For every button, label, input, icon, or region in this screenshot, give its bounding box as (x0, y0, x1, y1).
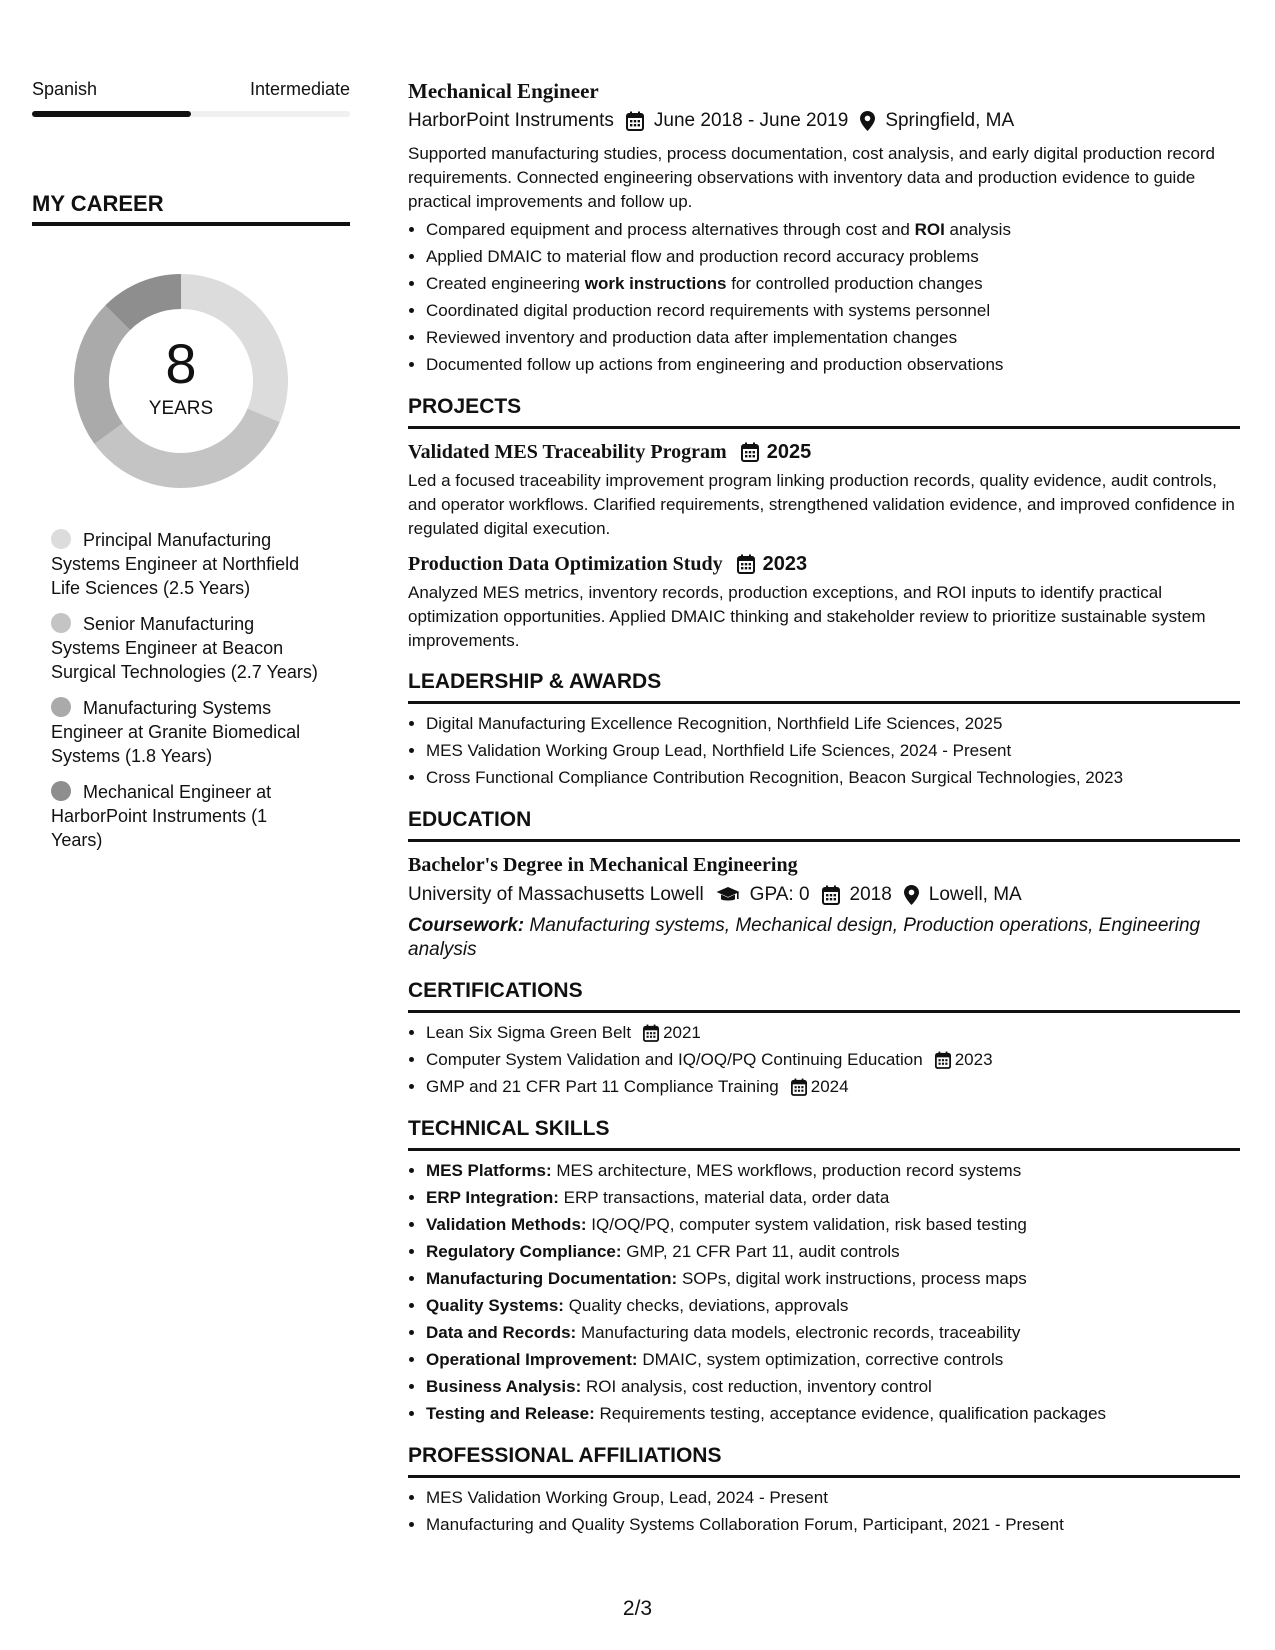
map-pin-icon (860, 111, 875, 131)
skill-value: DMAIC, system optimization, corrective controls (642, 1350, 1004, 1369)
project-year: 2023 (762, 553, 808, 575)
job-bullets (408, 216, 1240, 378)
skill-label: ERP Integration: (426, 1188, 559, 1207)
list-item (426, 1265, 1240, 1292)
graduation-cap-icon (716, 886, 740, 904)
certifications-list (408, 1019, 1240, 1100)
job-dates: June 2018 - June 2019 (653, 110, 849, 131)
project-description: Analyzed MES metrics, inventory records, production exceptions, and ROI inputs to identify practical optimization opportunities. Applied DMAIC thinking and stakeholder review to prioritize sustainable system improvements. (408, 583, 1206, 650)
project-item (408, 439, 1240, 541)
legend-dot (51, 781, 71, 801)
language-proficiency-fill (32, 111, 191, 117)
list-item (426, 1019, 1240, 1046)
skill-value: GMP, 21 CFR Part 11, audit controls (626, 1242, 900, 1261)
list-item (426, 1073, 1240, 1100)
bullet-text: Created engineering (426, 274, 585, 293)
page-number: 2/3 (622, 1597, 653, 1620)
job-title: Mechanical Engineer (408, 79, 599, 103)
list-item (426, 1211, 1240, 1238)
list-item: • Digital Manufacturing Excellence Recognition, Northfield Life Sciences, 2025 (426, 710, 1240, 737)
list-item (426, 1157, 1240, 1184)
skill-label: Business Analysis: (426, 1377, 582, 1396)
certification-year: 2021 (663, 1023, 701, 1042)
legend-label: Manufacturing Systems Engineer at Granite Biomedical Systems (1.8 Years) (51, 698, 301, 766)
certification-year: 2023 (954, 1050, 993, 1069)
skills-list (408, 1157, 1240, 1427)
legend-item (51, 696, 319, 768)
list-item: • Manufacturing and Quality Systems Collaboration Forum, Participant, 2021 - Present (426, 1511, 1240, 1538)
calendar-icon (643, 1024, 659, 1042)
legend-label: Principal Manufacturing Systems Engineer at Northfield Life Sciences (2.5 Years) (51, 530, 300, 598)
list-item (426, 1292, 1240, 1319)
bullet-emphasis: ROI (914, 220, 945, 239)
school-location: Lowell, MA (928, 884, 1022, 905)
education-heading: EDUCATION (408, 807, 1240, 842)
awards-list (408, 710, 1240, 791)
certification-name: • Lean Six Sigma Green Belt (426, 1023, 632, 1042)
legend-dot (51, 613, 71, 633)
career-total-years: 8 (165, 332, 197, 395)
list-item: • MES Validation Working Group, Lead, 2024 - Present (426, 1484, 1240, 1511)
list-item (426, 1346, 1240, 1373)
job-meta (408, 108, 1240, 134)
certification-name: • Computer System Validation and IQ/OQ/PQ Continuing Education (426, 1050, 923, 1069)
skill-value: IQ/OQ/PQ, computer system validation, risk based testing (591, 1215, 1027, 1234)
skill-label: Testing and Release: (426, 1404, 595, 1423)
certification-name: • GMP and 21 CFR Part 11 Compliance Training (426, 1077, 779, 1096)
skill-value: Requirements testing, acceptance evidence, qualification packages (599, 1404, 1107, 1423)
bullet-emphasis: work instructions (584, 274, 727, 293)
project-title: Validated MES Traceability Program (408, 441, 727, 463)
job-summary: Supported manufacturing studies, process documentation, cost analysis, and early digital production record requirements. Connected engineering observations with inventory data and production evidence to guide practical improvements and follow up. (408, 144, 1216, 211)
legend-label: Senior Manufacturing Systems Engineer at Beacon Surgical Technologies (2.7 Years) (51, 614, 318, 682)
legend-item (51, 780, 319, 852)
skill-value: SOPs, digital work instructions, process maps (681, 1269, 1027, 1288)
career-heading: MY CAREER (32, 191, 350, 226)
legend-dot (51, 529, 71, 549)
list-item (426, 297, 1240, 324)
skill-value: MES architecture, MES workflows, production record systems (556, 1161, 1022, 1180)
project-description: Led a focused traceability improvement program linking production records, quality evidence, audit controls, and operator workflows. Clarified requirements, strengthened validation evidence, and improved confidence in regulated digital execution. (408, 471, 1235, 538)
list-item (426, 1184, 1240, 1211)
affiliations-heading: PROFESSIONAL AFFILIATIONS (408, 1443, 1240, 1478)
gpa: GPA: 0 (749, 884, 810, 905)
bullet-text: Applied DMAIC to material flow and production record accuracy problems (426, 247, 979, 266)
calendar-icon (741, 442, 759, 462)
bullet-text: Documented follow up actions from engineering and production observations (426, 355, 1004, 374)
legend-dot (51, 697, 71, 717)
skill-value: Manufacturing data models, electronic records, traceability (580, 1323, 1021, 1342)
language-block (32, 78, 350, 117)
education-entry (408, 852, 1240, 962)
skill-label: Regulatory Compliance: (426, 1242, 622, 1261)
graduation-year: 2018 (849, 884, 892, 905)
list-item (426, 1238, 1240, 1265)
skill-label: Data and Records: (426, 1323, 577, 1342)
job-location: Springfield, MA (885, 110, 1015, 131)
bullet-text: analysis (944, 220, 1011, 239)
career-years-label: YEARS (148, 398, 214, 419)
certifications-heading: CERTIFICATIONS (408, 978, 1240, 1013)
education-meta (408, 882, 1240, 908)
list-item (426, 1373, 1240, 1400)
awards-heading: LEADERSHIP & AWARDS (408, 669, 1240, 704)
calendar-icon (791, 1078, 807, 1096)
legend-label: Mechanical Engineer at HarborPoint Instruments (1 Years) (51, 782, 272, 850)
project-item (408, 551, 1240, 653)
list-item (426, 270, 1240, 297)
legend-item (51, 528, 319, 600)
skill-value: ERP transactions, material data, order data (563, 1188, 890, 1207)
skill-value: Quality checks, deviations, approvals (568, 1296, 849, 1315)
school-name: University of Massachusetts Lowell (408, 884, 704, 905)
bullet-text: Reviewed inventory and production data after implementation changes (426, 328, 958, 347)
career-donut-chart (66, 266, 296, 496)
skill-label: Validation Methods: (426, 1215, 587, 1234)
job-company: HarborPoint Instruments (408, 110, 614, 131)
list-item (426, 243, 1240, 270)
project-title: Production Data Optimization Study (408, 553, 723, 575)
list-item (426, 1400, 1240, 1427)
list-item (426, 324, 1240, 351)
skill-label: Quality Systems: (426, 1296, 564, 1315)
list-item (426, 216, 1240, 243)
degree-title: Bachelor's Degree in Mechanical Engineering (408, 854, 798, 876)
coursework-text: Manufacturing systems, Mechanical design, Production operations, Engineering analysis (408, 915, 1201, 960)
list-item (426, 1319, 1240, 1346)
skills-heading: TECHNICAL SKILLS (408, 1116, 1240, 1151)
right-column (408, 78, 1240, 1538)
affiliations-list (408, 1484, 1240, 1538)
language-proficiency-bar (32, 111, 350, 117)
project-year: 2025 (766, 441, 812, 463)
bullet-text: Compared equipment and process alternatives through cost and (426, 220, 915, 239)
experience-entry (408, 78, 1240, 378)
coursework (408, 914, 1240, 962)
skill-label: Manufacturing Documentation: (426, 1269, 678, 1288)
skill-label: Operational Improvement: (426, 1350, 638, 1369)
language-level: Intermediate (249, 79, 350, 99)
list-item (426, 351, 1240, 378)
projects-heading: PROJECTS (408, 394, 1240, 429)
calendar-icon (822, 885, 840, 905)
calendar-icon (737, 554, 755, 574)
bullet-text: for controlled production changes (726, 274, 983, 293)
list-item: • MES Validation Working Group Lead, Northfield Life Sciences, 2024 - Present (426, 737, 1240, 764)
left-column (32, 78, 350, 864)
calendar-icon (935, 1051, 951, 1069)
list-item: • Cross Functional Compliance Contribution Recognition, Beacon Surgical Technologies, 2023 (426, 764, 1240, 791)
language-name: Spanish (32, 79, 98, 99)
map-pin-icon (904, 885, 919, 905)
list-item (426, 1046, 1240, 1073)
skill-value: ROI analysis, cost reduction, inventory control (586, 1377, 932, 1396)
certification-year: 2024 (810, 1077, 849, 1096)
legend-item (51, 612, 319, 684)
career-legend (51, 528, 319, 852)
calendar-icon (626, 111, 644, 131)
skill-label: MES Platforms: (426, 1161, 552, 1180)
bullet-text: Coordinated digital production record requirements with systems personnel (426, 301, 991, 320)
coursework-label: Coursework: (408, 915, 525, 936)
